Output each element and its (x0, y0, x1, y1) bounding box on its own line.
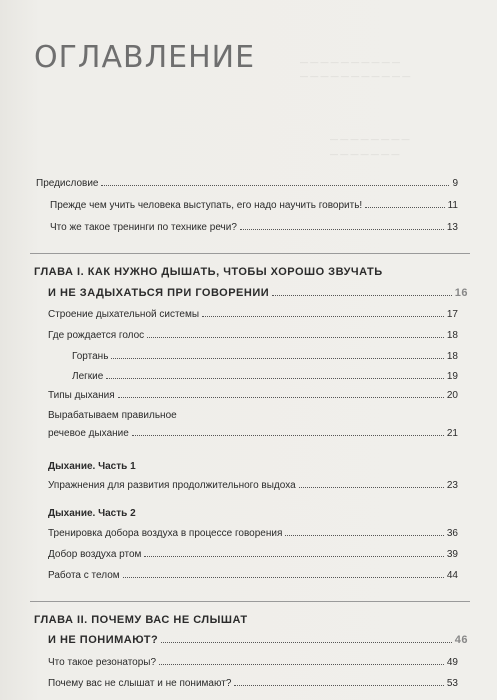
toc-entry-label: Легкие (72, 371, 104, 382)
bleed-through-text: — — — — — — — — — — — (300, 72, 411, 81)
leader-dots (299, 487, 444, 488)
part-1-title[interactable]: Дыхание. Часть 1 (48, 461, 136, 472)
toc-entry[interactable] (48, 428, 458, 439)
chapter-1-title-line1[interactable]: ГЛАВА I. КАК НУЖНО ДЫШАТЬ, ЧТОБЫ ХОРОШО ЗВУЧАТЬ (34, 266, 383, 278)
toc-entry-label-line1[interactable]: Вырабатываем правильное (48, 410, 177, 421)
leader-dots (202, 316, 444, 317)
part-2-title[interactable]: Дыхание. Часть 2 (48, 508, 136, 519)
toc-entry[interactable] (36, 178, 458, 189)
toc-entry[interactable] (50, 222, 458, 233)
toc-entry-label: Типы дыхания (48, 390, 115, 401)
leader-dots (147, 337, 444, 338)
toc-entry-label: Строение дыхательной системы (48, 309, 200, 320)
toc-entry-label: Работа с телом (48, 570, 120, 581)
toc-entry-page: 17 (446, 309, 458, 320)
leader-dots (144, 556, 443, 557)
toc-entry-page: 36 (446, 528, 458, 539)
toc-entry-label: Где рождается голос (48, 330, 145, 341)
section-divider (30, 601, 470, 602)
toc-entry-page: 9 (452, 178, 458, 189)
leader-dots (111, 358, 443, 359)
leader-dots (118, 397, 444, 398)
chapter-2-title-text: И НЕ ПОНИМАЮТ? (48, 634, 159, 646)
toc-entry-page: 23 (446, 480, 458, 491)
chapter-2-title-line1[interactable]: ГЛАВА II. ПОЧЕМУ ВАС НЕ СЛЫШАТ (34, 614, 248, 626)
toc-entry-label: Почему вас не слышат и не понимают? (48, 678, 232, 689)
toc-entry-page: 39 (446, 549, 458, 560)
leader-dots (106, 378, 444, 379)
leader-dots (234, 685, 443, 686)
toc-entry-page: 13 (446, 222, 458, 233)
toc-entry-label: Что же такое тренинги по технике речи? (50, 222, 237, 233)
bleed-through-text: — — — — — — — (330, 150, 400, 159)
toc-entry-label: Предисловие (36, 178, 99, 189)
toc-entry[interactable] (72, 371, 458, 382)
toc-entry[interactable] (48, 390, 458, 401)
toc-entry[interactable] (48, 678, 458, 689)
leader-dots (240, 229, 444, 230)
leader-dots (123, 577, 444, 578)
toc-entry-page: 20 (446, 390, 458, 401)
toc-entry[interactable] (48, 549, 458, 560)
toc-entry[interactable] (72, 351, 458, 362)
chapter-2-title-line2[interactable] (48, 634, 468, 646)
toc-entry-page: 18 (446, 351, 458, 362)
leader-dots (132, 435, 444, 436)
toc-entry-page: 21 (446, 428, 458, 439)
toc-entry-label: речевое дыхание (48, 428, 129, 439)
leader-dots (101, 185, 449, 186)
section-divider (30, 253, 470, 254)
chapter-2-page: 46 (454, 634, 468, 646)
leader-dots (161, 642, 452, 643)
toc-entry[interactable] (48, 309, 458, 320)
toc-entry[interactable] (48, 480, 458, 491)
toc-entry-label: Гортань (72, 351, 109, 362)
toc-entry-label: Добор воздуха ртом (48, 549, 142, 560)
toc-entry-page: 19 (446, 371, 458, 382)
toc-entry-page: 18 (446, 330, 458, 341)
toc-entry-page: 11 (447, 200, 458, 211)
bleed-through-text: — — — — — — — — (330, 135, 410, 144)
bleed-through-text: — — — — — — — — — — (300, 58, 401, 67)
chapter-1-title-line2[interactable] (48, 287, 468, 299)
toc-entry[interactable] (50, 200, 458, 211)
toc-entry[interactable] (48, 657, 458, 668)
toc-entry-label: Прежде чем учить человека выступать, его надо научить говорить! (50, 200, 363, 211)
leader-dots (285, 535, 444, 536)
page-title: ОГЛАВЛЕНИЕ (34, 40, 256, 75)
toc-entry[interactable] (48, 570, 458, 581)
toc-entry-page: 44 (446, 570, 458, 581)
toc-entry[interactable] (48, 528, 458, 539)
toc-entry-label: Тренировка добора воздуха в процессе говорения (48, 528, 283, 539)
leader-dots (272, 295, 452, 296)
toc-entry-page: 53 (446, 678, 458, 689)
toc-entry-label: Упражнения для развития продолжительного выдоха (48, 480, 296, 491)
leader-dots (365, 207, 444, 208)
chapter-1-page: 16 (454, 287, 468, 299)
leader-dots (159, 664, 444, 665)
toc-entry-page: 49 (446, 657, 458, 668)
toc-entry[interactable] (48, 330, 458, 341)
toc-entry-label: Что такое резонаторы? (48, 657, 157, 668)
chapter-1-title-text: И НЕ ЗАДЫХАТЬСЯ ПРИ ГОВОРЕНИИ (48, 287, 270, 299)
